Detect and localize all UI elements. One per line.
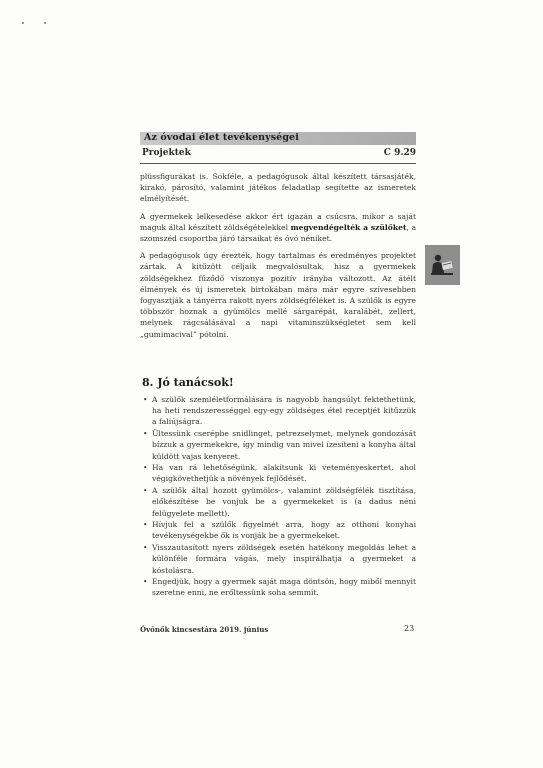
chapter-header-band	[140, 132, 416, 145]
paragraph: A gyermekek lelkesedése akkor ért igazán a csúcsra, mikor a saját maguk által készített zöldségételekkel megvendégelték a szülőket, a szomszéd csoportba járó társaikat és óvó néniket.	[140, 211, 416, 244]
paragraph: plüssfigurákat is. Sokféle, a pedagógusok által készített társasjáték, kirakó, párosító, valamint játékos feladatlap segítette az ismeretek elmélyítését.	[140, 172, 416, 204]
list-item: • Hívjuk fel a szülők figyelmét arra, hogy az otthoni konyhai tevékenységekbe ők is vonják be a gyermekeket.	[143, 520, 416, 541]
scan-mark	[44, 22, 46, 24]
chapter-title: Az óvodai élet tevékenységei	[144, 132, 299, 143]
section-code: C 9.29	[383, 148, 416, 158]
list-item: • Visszautasított nyers zöldségek esetén hatékony megoldás lehet a különféle formára vágás, mely inspirálhatja a gyermeket a kóstolásra.	[143, 543, 416, 575]
subheader	[140, 148, 416, 161]
highlight-text: megvendégelték a szülőket	[290, 222, 407, 232]
list-item: • Engedjük, hogy a gyermek saját maga döntsön, hogy miből mennyit szeretne enni, ne erőltessünk soha semmit.	[143, 577, 416, 598]
bullet-icon: •	[143, 463, 148, 473]
list-item: • A szülők által hozott gyümölcs-, valamint zöldségfélék tisztítása, előkészítése be vonjuk be a gyermekeket is (a dadus néni felügyelete mellett).	[143, 486, 416, 518]
bullet-icon: •	[143, 395, 148, 404]
page-number: 23	[404, 624, 415, 633]
bullet-icon: •	[143, 543, 148, 553]
section-heading: 8. Jó tanácsok!	[142, 376, 234, 389]
subheader-divider	[140, 163, 416, 164]
list-item: • Ültessünk cserépbe snidlinget, petrezselymet, melynek gondozását bízzuk a gyermekekre, így mindig van mivel ízesíteni a konyha által küldött vajas kenyeret.	[143, 429, 416, 461]
list-item: • Ha van rá lehetőségünk, alakítsunk ki veteményeskertet, ahol végigkövethetjük a növények fejlődését.	[143, 463, 416, 484]
reading-figure-icon	[425, 245, 460, 285]
paragraph: A pedagógusok úgy érezték, hogy tartalmas és eredményes projektet zártak. A kitűzött céljaik megvalósultak, hisz a gyermekek zöldségekhez fűződő viszonya pozitív irányba változott. Az átélt élmények és új ismeretek birtokában mára már egyre szívesebben fogyasztják a tányérra rakott nyers zöldségféléket is. A szülők is egyre többször hoznak a gyümölcs mellé sárgarépát, karalábét, zellert, melynek rágcsálásával a napi vitaminszükségletet sem kell „gumimacival” pótolni.	[140, 251, 416, 339]
scan-mark	[22, 22, 24, 24]
bullet-icon: •	[143, 486, 148, 496]
section-name: Projektek	[142, 148, 191, 158]
bullet-icon: •	[143, 520, 148, 530]
bullet-icon: •	[143, 577, 148, 587]
body-text	[140, 171, 416, 346]
list-item: • A szülők szemléletformálására is nagyobb hangsúlyt fektethetünk, ha heti rendszerességgel egy-egy zöldséges étel receptjét kitűzzük a faliújságra.	[143, 395, 416, 427]
bullet-icon: •	[143, 429, 148, 439]
tips-list	[140, 394, 416, 599]
publication-footer: Óvónők kincsestára 2019. június	[140, 625, 269, 634]
